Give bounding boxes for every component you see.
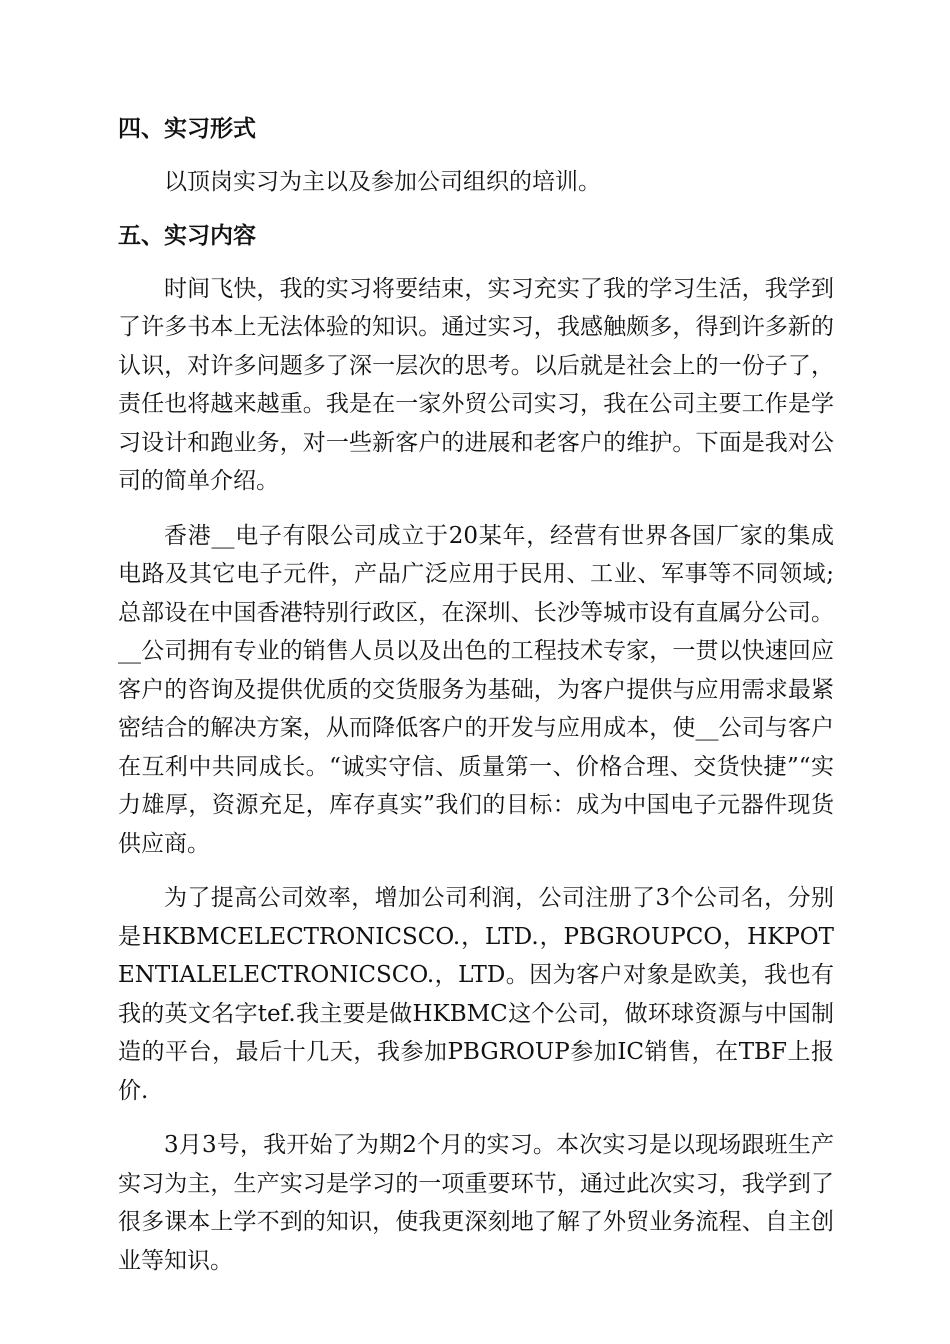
document-page [118,110,834,1280]
paragraph-intro: 时间飞快，我的实习将要结束，实习充实了我的学习生活，我学到了许多书本上无法体验的知识。通过实习，我感触颇多，得到许多新的认识，对许多问题多了深一层次的思考。以后就是社会上的一份子了，责任也将越来越重。我是在一家外贸公司实习，我在公司主要工作是学习设计和跑业务，对一些新客户的进展和老客户的维护。下面是我对公司的简单介绍。 [118,275,834,494]
section-heading-internship-form: 四、实习形式 [118,116,256,142]
paragraph-internship-period: 3月3号，我开始了为期2个月的实习。本次实习是以现场跟班生产实习为主，生产实习是学习的一项重要环节，通过此次实习，我学到了很多课本上学不到的知识，使我更深刻地了解了外贸业务流程、自主创业等知识。 [118,1132,834,1274]
paragraph-company-names: 为了提高公司效率，增加公司利润，公司注册了3个公司名，分别是HKBMCELECTRONICSCO.，LTD.，PBGROUPCO，HKPOTENTIALELECTRONICSCO.，LTD。因为客户对象是欧美，我也有我的英文名字tef.我主要是做HKBMC这个公司，做环球资源与中国制造的平台，最后十几天，我参加PBGROUP参加IC销售，在TBF上报价. [118,885,834,1104]
paragraph-internship-form: 以顶岗实习为主以及参加公司组织的培训。 [164,168,601,195]
section-heading-internship-content: 五、实习内容 [118,223,256,249]
paragraph-company-profile: 香港__电子有限公司成立于20某年，经营有世界各国厂家的集成电路及其它电子元件，产品广泛应用于民用、工业、军事等不同领域;总部设在中国香港特别行政区，在深圳、长沙等城市设有直属分公司。__公司拥有专业的销售人员以及出色的工程技术专家，一贯以快速回应客户的咨询及提供优质的交货服务为基础，为客户提供与应用需求最紧密结合的解决方案，从而降低客户的开发与应用成本，使__公司与客户在互利中共同成长。“诚实守信、质量第一、价格合理、交货快捷”“实力雄厚，资源充足，库存真实”我们的目标：成为中国电子元器件现货供应商。 [118,522,834,857]
